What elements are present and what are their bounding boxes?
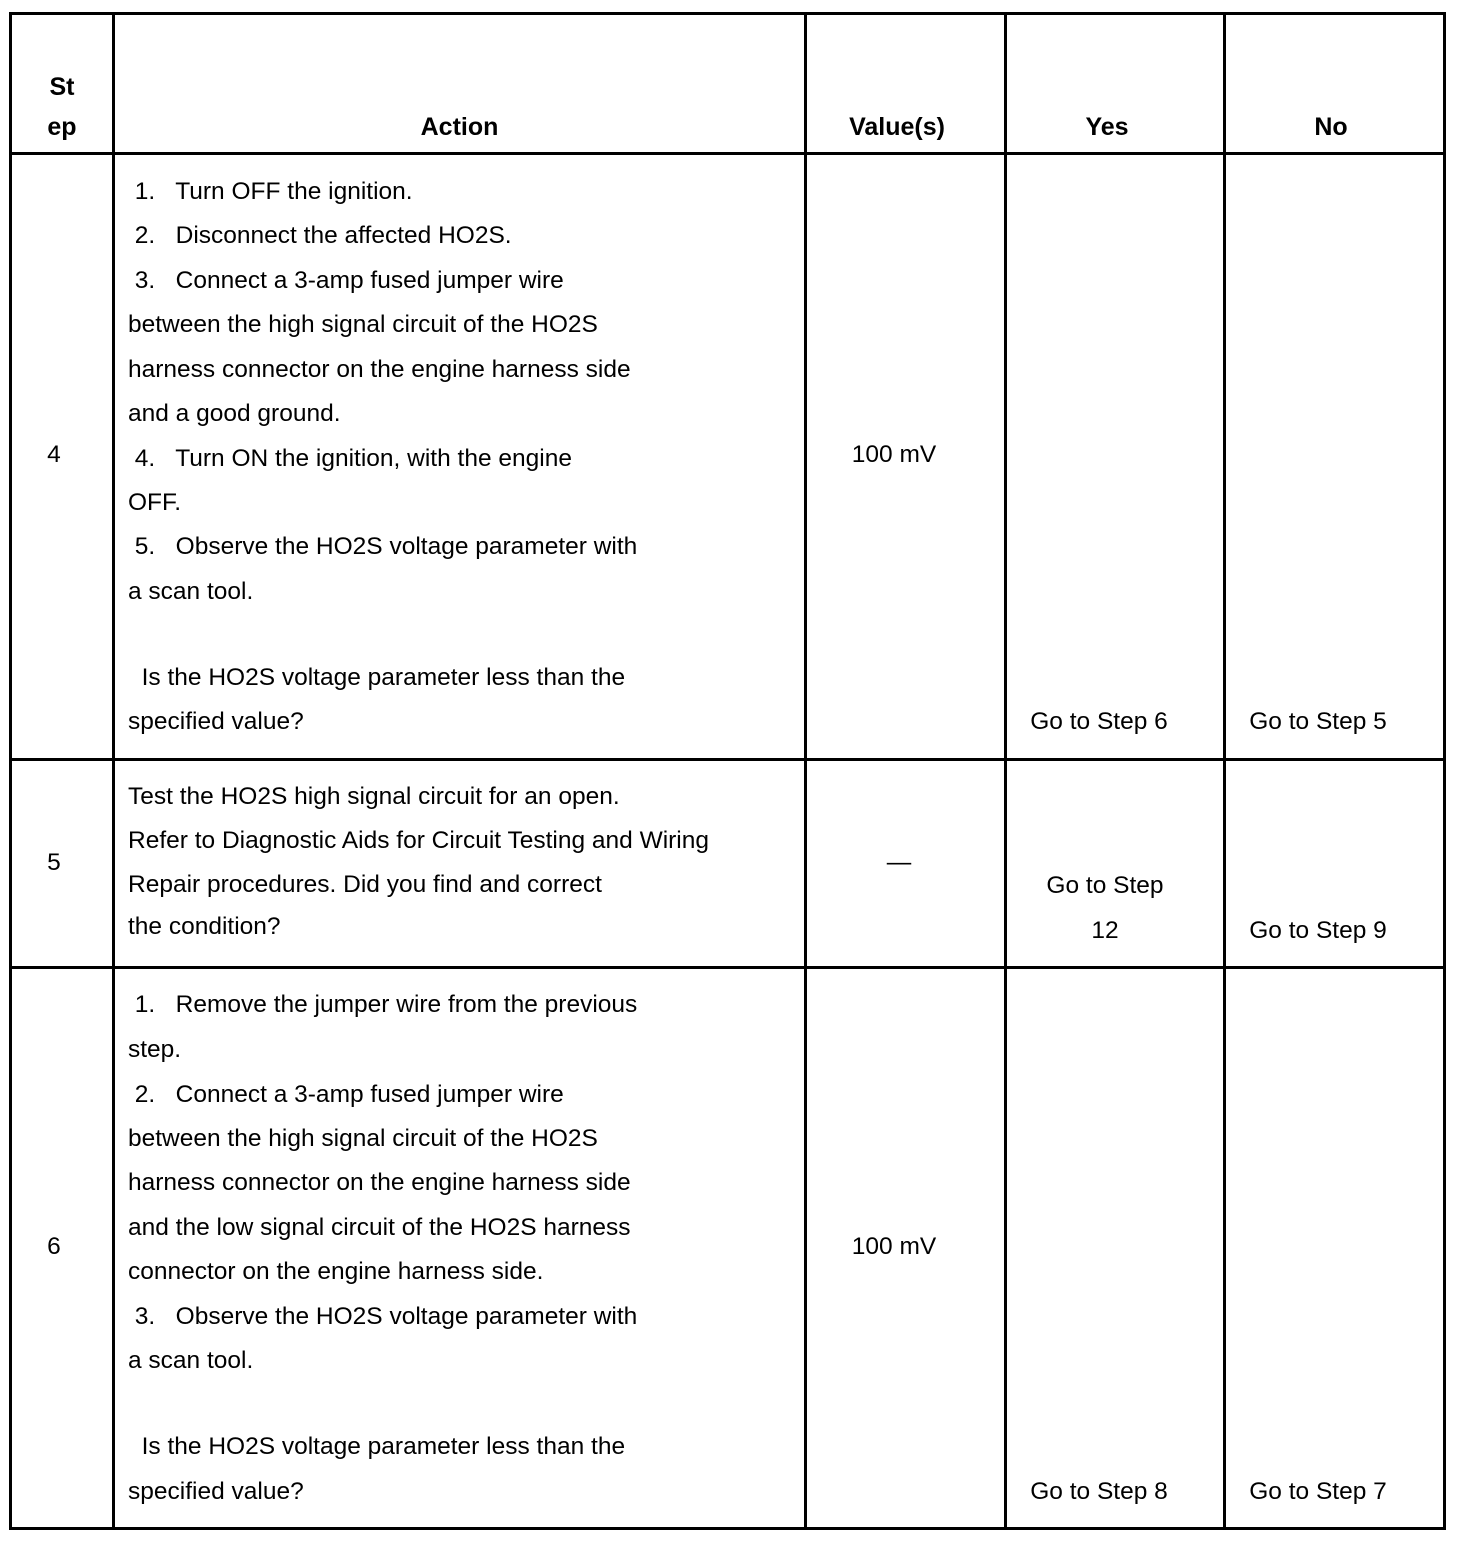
question-line: Is the HO2S voltage parameter less than the (128, 1433, 626, 1460)
action-line: step. (128, 1036, 182, 1063)
action-line: 2. Connect a 3-amp fused jumper wire (128, 1081, 564, 1108)
action-line: Test the HO2S high signal circuit for an open. (128, 783, 620, 810)
action-line: Repair procedures. Did you find and correct (128, 871, 602, 898)
action-line: OFF. (128, 489, 182, 516)
action-line: 2. Disconnect the affected HO2S. (128, 222, 512, 249)
action-line: between the high signal circuit of the HO2S (128, 1125, 598, 1152)
action-line: 1. Remove the jumper wire from the previous (128, 991, 638, 1018)
action-line: the condition? (128, 913, 281, 940)
header-no: No (1314, 113, 1348, 141)
action-line: a scan tool. (128, 578, 254, 605)
row-5-no: Go to Step 9 (1249, 917, 1387, 944)
column-divider-yes (1223, 12, 1226, 1530)
header-action: Action (420, 113, 499, 141)
action-line: 5. Observe the HO2S voltage parameter with (128, 533, 638, 560)
action-line: 3. Connect a 3-amp fused jumper wire (128, 267, 564, 294)
action-line: Refer to Diagnostic Aids for Circuit Testing and Wiring (128, 827, 709, 854)
table-border-left (9, 12, 12, 1530)
column-divider-values (1004, 12, 1007, 1530)
action-line: between the high signal circuit of the HO2S (128, 311, 598, 338)
header-divider (9, 152, 1446, 155)
row-5-value: — (886, 849, 912, 876)
row-6-value: 100 mV (851, 1233, 937, 1260)
action-line: connector on the engine harness side. (128, 1258, 544, 1285)
action-line: and a good ground. (128, 400, 341, 427)
row-4-step: 4 (47, 441, 61, 468)
header-step-line2: ep (47, 113, 77, 141)
action-line: 1. Turn OFF the ignition. (128, 178, 413, 205)
row-5-step: 5 (47, 849, 61, 876)
action-line: and the low signal circuit of the HO2S harness (128, 1214, 631, 1241)
header-step-line1: St (49, 73, 75, 101)
column-divider-step (112, 12, 115, 1530)
row-6-yes: Go to Step 8 (1030, 1478, 1168, 1505)
action-line: harness connector on the engine harness side (128, 356, 631, 383)
row-4-value: 100 mV (851, 441, 937, 468)
table-border-top (9, 12, 1446, 15)
row-divider-4-5 (9, 758, 1446, 761)
row-4-yes: Go to Step 6 (1030, 708, 1168, 735)
question-line: Is the HO2S voltage parameter less than the (128, 664, 626, 691)
header-values: Value(s) (849, 113, 945, 141)
row-4-no: Go to Step 5 (1249, 708, 1387, 735)
question-line: specified value? (128, 708, 304, 735)
row-6-no: Go to Step 7 (1249, 1478, 1387, 1505)
diagnostic-table (9, 12, 1446, 1530)
table-border-bottom (9, 1527, 1446, 1530)
action-line: a scan tool. (128, 1347, 254, 1374)
row-divider-5-6 (9, 966, 1446, 969)
row-5-yes-line2: 12 (1091, 917, 1119, 944)
column-divider-action (804, 12, 807, 1530)
action-line: 4. Turn ON the ignition, with the engine (128, 445, 572, 472)
header-yes: Yes (1085, 113, 1129, 141)
row-6-step: 6 (47, 1233, 61, 1260)
table-border-right (1443, 12, 1446, 1530)
action-line: 3. Observe the HO2S voltage parameter with (128, 1303, 638, 1330)
question-line: specified value? (128, 1478, 304, 1505)
row-5-yes-line1: Go to Step (1046, 872, 1164, 899)
action-line: harness connector on the engine harness side (128, 1169, 631, 1196)
